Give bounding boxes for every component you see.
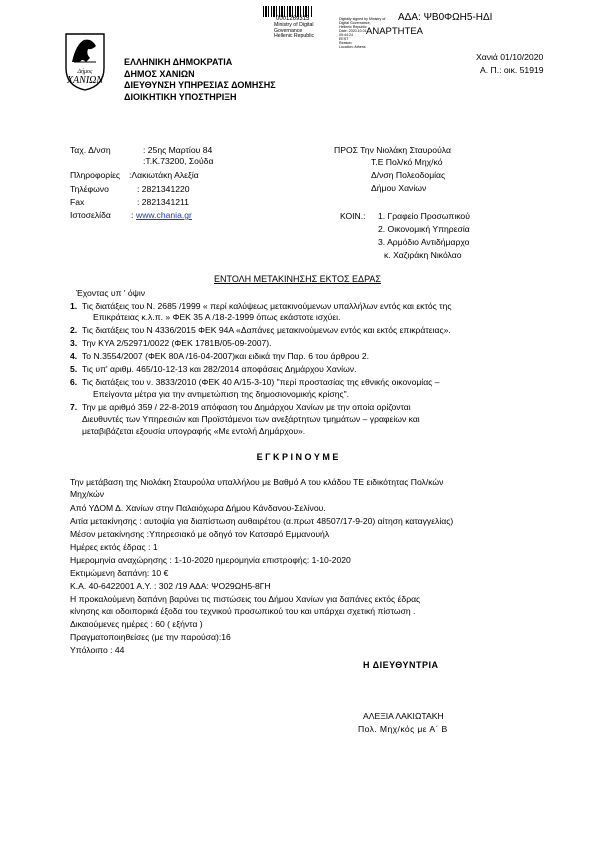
body-line-5: Μέσον μετακίνησης :Υπηρεσιακό με οδηγό τον Κατσαρό Εμμανουήλ — [70, 529, 330, 539]
cc-item-1: 1. Γραφείο Προσωπικού — [378, 211, 470, 221]
approve-title: Ε Γ Κ Ρ Ι Ν Ο Υ Μ Ε — [256, 452, 339, 462]
consideration-1-line-2: Επικράτειας κ.λ.π. » ΦΕΚ 35 Α /18-2-1999 όπως εκάστοτε ισχύει. — [93, 312, 341, 322]
body-line-1: Την μετάβαση της Νιολάκη Σταυρούλα υπαλλήλου με Βαθμό Α του κλάδου ΤΕ ειδικότητας Πολ/κών — [70, 477, 444, 487]
consideration-num-3: 3. — [70, 338, 78, 348]
body-line-6: Ημέρες εκτός έδρας : 1 — [70, 542, 158, 552]
signature-stamp-text: Ministry of Digital Governance Hellenic Republic — [274, 22, 315, 40]
body-line-14: Υπόλοιπο : 44 — [70, 645, 125, 655]
consideration-7-line-3: μεταβιβάζεται εξουσία υπογραφής «Με εντολή Δημάρχου». — [82, 426, 306, 436]
logo-text-top: Δήμος — [77, 69, 93, 75]
body-line-7: Ημερομηνία αναχώρησης : 1-10-2020 ημερομηνία επιστροφής: 1-10-2020 — [70, 555, 351, 565]
posted-label: ΑΝΑΡΤΗΤΕΑ — [366, 26, 424, 37]
website-prefix: : — [131, 210, 134, 220]
consideration-num-4: 4. — [70, 351, 78, 361]
consideration-7-line-2: Διευθυντές των Υπηρεσιών και Προϊστάμενοι των ανεξάρτητων τμημάτων – γραφείων και — [82, 414, 420, 424]
body-line-10: Η προκαλούμενη δαπάνη βαρύνει τις πιστώσεις του Δήμου Χανίων για δαπάνες εκτός έδρας — [70, 594, 421, 604]
recipient-line-3: Δήμου Χανίων — [371, 183, 427, 193]
signature-title: Πολ. Μηχ/κός με Α΄ Β — [358, 724, 448, 734]
consideration-6-line-2: Επείγοντα μέτρα για την αντιμετώπιση της δημοσιονομικής κρίσης". — [93, 389, 350, 399]
info-value: :Λακιωτάκη Αλεξία — [129, 170, 199, 180]
cc-item-2: 2. Οικονομική Υπηρεσία — [378, 224, 470, 234]
consideration-6-line-1: Τις διατάξεις του ν. 3833/2010 (ΦΕΚ 40 Α/15-3-10) "περί προστασίας της εθνικής οικονομίας – — [82, 377, 440, 387]
consideration-2-line-1: Τις διατάξεις του Ν 4336/2015 ΦΕΚ 94Α «Δαπάνες μετακινούμενων εντός και εκτός επικράτειας». — [82, 325, 451, 335]
order-title: ΕΝΤΟΛΗ ΜΕΤΑΚΙΝΗΣΗΣ ΕΚΤΟΣ ΕΔΡΑΣ — [214, 274, 381, 284]
doc-number: 0001269315 — [276, 16, 310, 22]
chania-logo-icon — [62, 32, 108, 92]
body-line-12: Δικαιούμενες ημέρες : 60 ( εξήντα ) — [70, 619, 203, 629]
address-label: Ταχ. Δ/νση — [70, 145, 111, 155]
protocol-number: Α. Π.: οικ. 51919 — [480, 65, 544, 75]
consideration-num-7: 7. — [70, 402, 78, 412]
fax-label: Fax — [70, 197, 85, 207]
consideration-num-6: 6. — [70, 377, 78, 387]
consideration-3-line-1: Την ΚΥΑ 2/52971/0022 (ΦΕΚ 1781Β/05-09-2007). — [82, 338, 272, 348]
address-value-2: :Τ.Κ.73200, Σούδα — [143, 156, 214, 166]
signature-role: Η ΔΙΕΥΘΥΝΤΡΙΑ — [363, 660, 439, 670]
signature-name: ΑΛΕΞΙΑ ΛΑΚΙΩΤΑΚΗ — [363, 711, 444, 721]
cc-label: ΚΟΙΝ.: — [340, 211, 366, 221]
phone-label: Τηλέφωνο — [70, 184, 109, 194]
address-value: : 25ης Μαρτίου 84 — [143, 145, 213, 155]
body-line-2: Μηχ/κών — [70, 489, 105, 499]
signature-stamp-details: Digitally signed by Ministry of Digital Governance, Hellenic Republic Date: 2020.10.01 09:44:24 EEST Reason: Location: Athens — [339, 17, 386, 49]
consideration-7-line-1: Την με αριθμό 359 / 22-8-2019 απόφαση του Δημάρχου Χανίων με την οποία ορίζονται — [82, 402, 411, 412]
recipient-line-1: Τ.Ε Πολ/κό Μηχ/κό — [371, 157, 443, 167]
cc-item-3: 3. Αρμόδιο Αντιδήμαρχο — [378, 237, 470, 247]
consideration-num-5: 5. — [70, 364, 78, 374]
info-label: Πληροφορίες — [70, 170, 121, 180]
header-block: ΕΛΛΗΝΙΚΗ ΔΗΜΟΚΡΑΤΙΑ ΔΗΜΟΣ ΧΑΝΙΩΝ ΔΙΕΥΘΥΝΣΗ ΥΠΗΡΕΣΙΑΣ ΔΟΜΗΣΗΣ ΔΙΟΙΚΗΤΙΚΗ ΥΠΟΣΤΗΡΙΞΗ — [124, 57, 276, 102]
cc-item-4: κ. Χαζιράκη Νικόλαο — [384, 250, 462, 260]
logo-text-bottom: ΧΑΝΙΩΝ — [66, 75, 104, 86]
body-line-11: κίνησης και οδοιπορικά έξοδα του τεχνικού προσωπικού του και υπάρχει σχετική πίστωση . — [70, 606, 416, 616]
website-label: Ιστοσελίδα — [70, 210, 111, 220]
body-line-9: Κ.Α. 40-6422001 Α.Υ. : 302 /19 ΑΔΑ: ΨΟ29ΩΗ5-8ΓΗ — [70, 581, 271, 591]
consideration-4-line-1: Το Ν.3554/2007 (ΦΕΚ 80Α /16-04-2007)και ειδικά την Παρ. 6 του άρθρου 2. — [82, 351, 370, 361]
recipient-to: ΠΡΟΣ Την Νιολάκη Σταυρούλα — [334, 145, 451, 155]
body-line-4: Αιτία μετακίνησης : αυτοψία για διαπίστωση αυθαιρέτου (α.πρωτ 48507/17-9-20) αίτηση καταγγελίας) — [70, 516, 454, 526]
consideration-1-line-1: Τις διατάξεις του Ν. 2685 /1999 « περί καλύψεως μετακινούμενων υπαλλήλων εντός και εκτός της — [82, 301, 452, 311]
body-line-13: Πραγματοποιηθείσες (με την παρούσα):16 — [70, 632, 231, 642]
website-link[interactable]: www.chania.gr — [136, 210, 192, 220]
body-line-8: Εκτιμώμενη δαπάνη: 10 € — [70, 568, 169, 578]
recipient-line-2: Δ/νση Πολεοδομίας — [371, 170, 446, 180]
fax-value: : 2821341211 — [137, 197, 189, 207]
ada-code: ΑΔΑ: ΨΒ0ΦΩΗ5-ΗΔΙ — [398, 12, 493, 23]
body-line-3: Από ΥΔΟΜ Δ. Χανίων στην Παλαιόχωρα Δήμου Κάνδανου-Σελίνου. — [70, 503, 326, 513]
consideration-num-2: 2. — [70, 325, 78, 335]
consideration-num-1: 1. — [70, 301, 78, 311]
having-in-mind: Έχοντας υπ ' όψιν — [76, 288, 146, 298]
consideration-5-line-1: Τις υπ' αριθμ. 465/10-12-13 και 282/2014 αποφάσεις Δημάρχου Χανίων. — [82, 364, 357, 374]
phone-value: : 2821341220 — [137, 184, 190, 194]
document-date: Χανιά 01/10/2020 — [476, 52, 544, 62]
